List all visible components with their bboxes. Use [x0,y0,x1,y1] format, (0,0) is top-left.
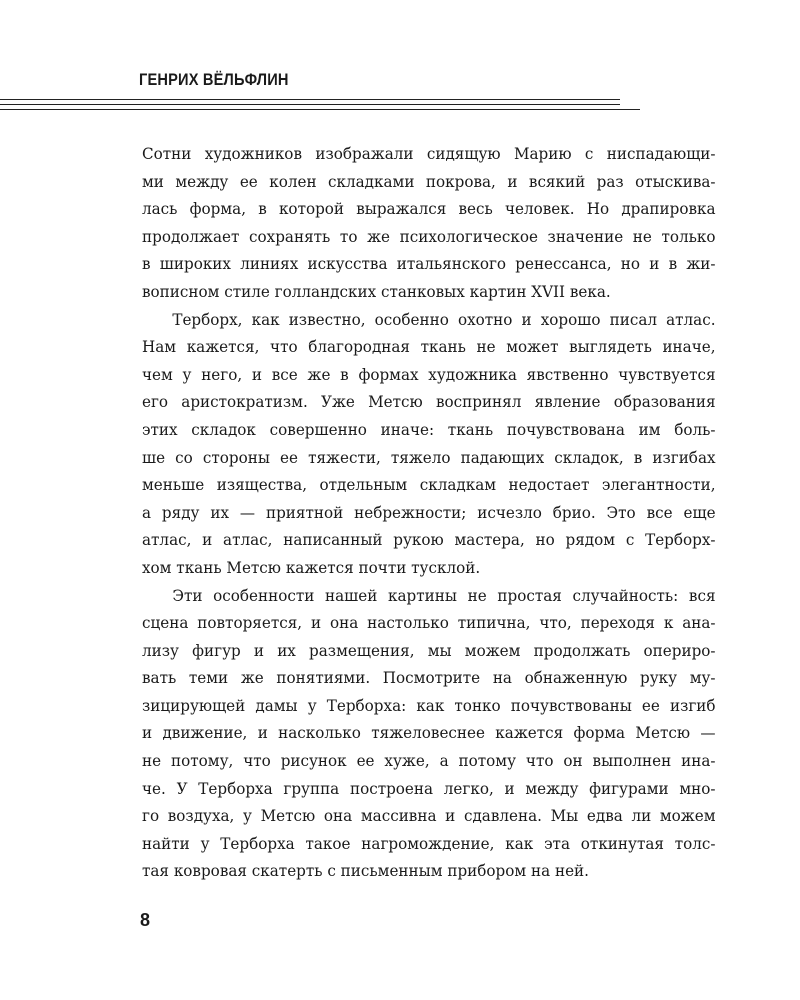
text-line: вописном стиле голландских станковых картин XVII века. [142,281,611,301]
running-head-title: ГЕНРИХ ВЁЛЬФЛИН [139,70,289,89]
text-line: а ряду их — приятной небрежности; исчезло брио. Это все еще [142,502,716,522]
text-line: чем у него, и все же в формах художника явственно чувствуется [142,364,716,384]
text-line: ше со стороны ее тяжести, тяжело падающих складок, в изгибах [142,447,716,467]
body-text [142,140,715,885]
text-line: продолжает сохранять то же психологическое значение не только [142,226,716,246]
text-line: тая ковровая скатерть с письменным прибором на ней. [142,861,589,881]
text-line: не потому, что рисунок ее хуже, а потому что он выполнен ина- [142,751,716,771]
text-line: найти у Терборха такое нагромождение, как эта откинутая толс- [142,833,716,853]
text-line: че. У Терборха группа построена легко, и между фигурами мно- [142,778,716,798]
text-line: и движение, и насколько тяжеловеснее кажется форма Метсю — [142,723,716,743]
text-line: его аристократизм. Уже Метсю воспринял явление образования [142,392,716,412]
text-line: в широких линиях искусства итальянского ренессанса, но и в жи- [142,254,716,274]
text-line: этих складок совершенно иначе: ткань почувствована им боль- [142,419,716,439]
text-line: ми между ее колен складками покрова, и всякий раз отыскива- [142,171,716,191]
text-line: Терборх, как известно, особенно охотно и хорошо писал атлас. [172,309,716,329]
text-line: зицирующей дамы у Терборха: как тонко почувствованы ее изгиб [142,695,716,715]
text-line: лась форма, в которой выражался весь человек. Но драпировка [142,199,716,219]
text-line: хом ткань Метсю кажется почти тусклой. [142,557,481,577]
header-rule-middle [0,104,620,105]
header-rule-bottom [0,109,640,110]
page-number: 8 [140,910,151,930]
text-line: меньше изящества, отдельным складкам недостает элегантности, [142,475,716,495]
text-line: вать теми же понятиями. Посмотрите на обнаженную руку му- [142,668,716,688]
paragraph-2 [142,306,715,582]
text-line: сцена повторяется, и она настолько типична, что, переходя к ана- [142,613,716,633]
text-line: Эти особенности нашей картины не простая случайность: вся [172,585,716,605]
text-line: Сотни художников изображали сидящую Марию с ниспадающи- [142,144,716,163]
text-line: лизу фигур и их размещения, мы можем продолжать опериро- [142,640,716,660]
paragraph-1 [142,140,715,306]
text-line: Нам кажется, что благородная ткань не может выглядеть иначе, [142,337,716,357]
text-line: го воздуха, у Метсю она массивна и сдавлена. Мы едва ли можем [142,806,716,826]
paragraph-3 [142,582,715,886]
text-line: атлас, и атлас, написанный рукою мастера, но рядом с Терборх- [142,530,716,550]
header-rule-top [0,99,620,100]
